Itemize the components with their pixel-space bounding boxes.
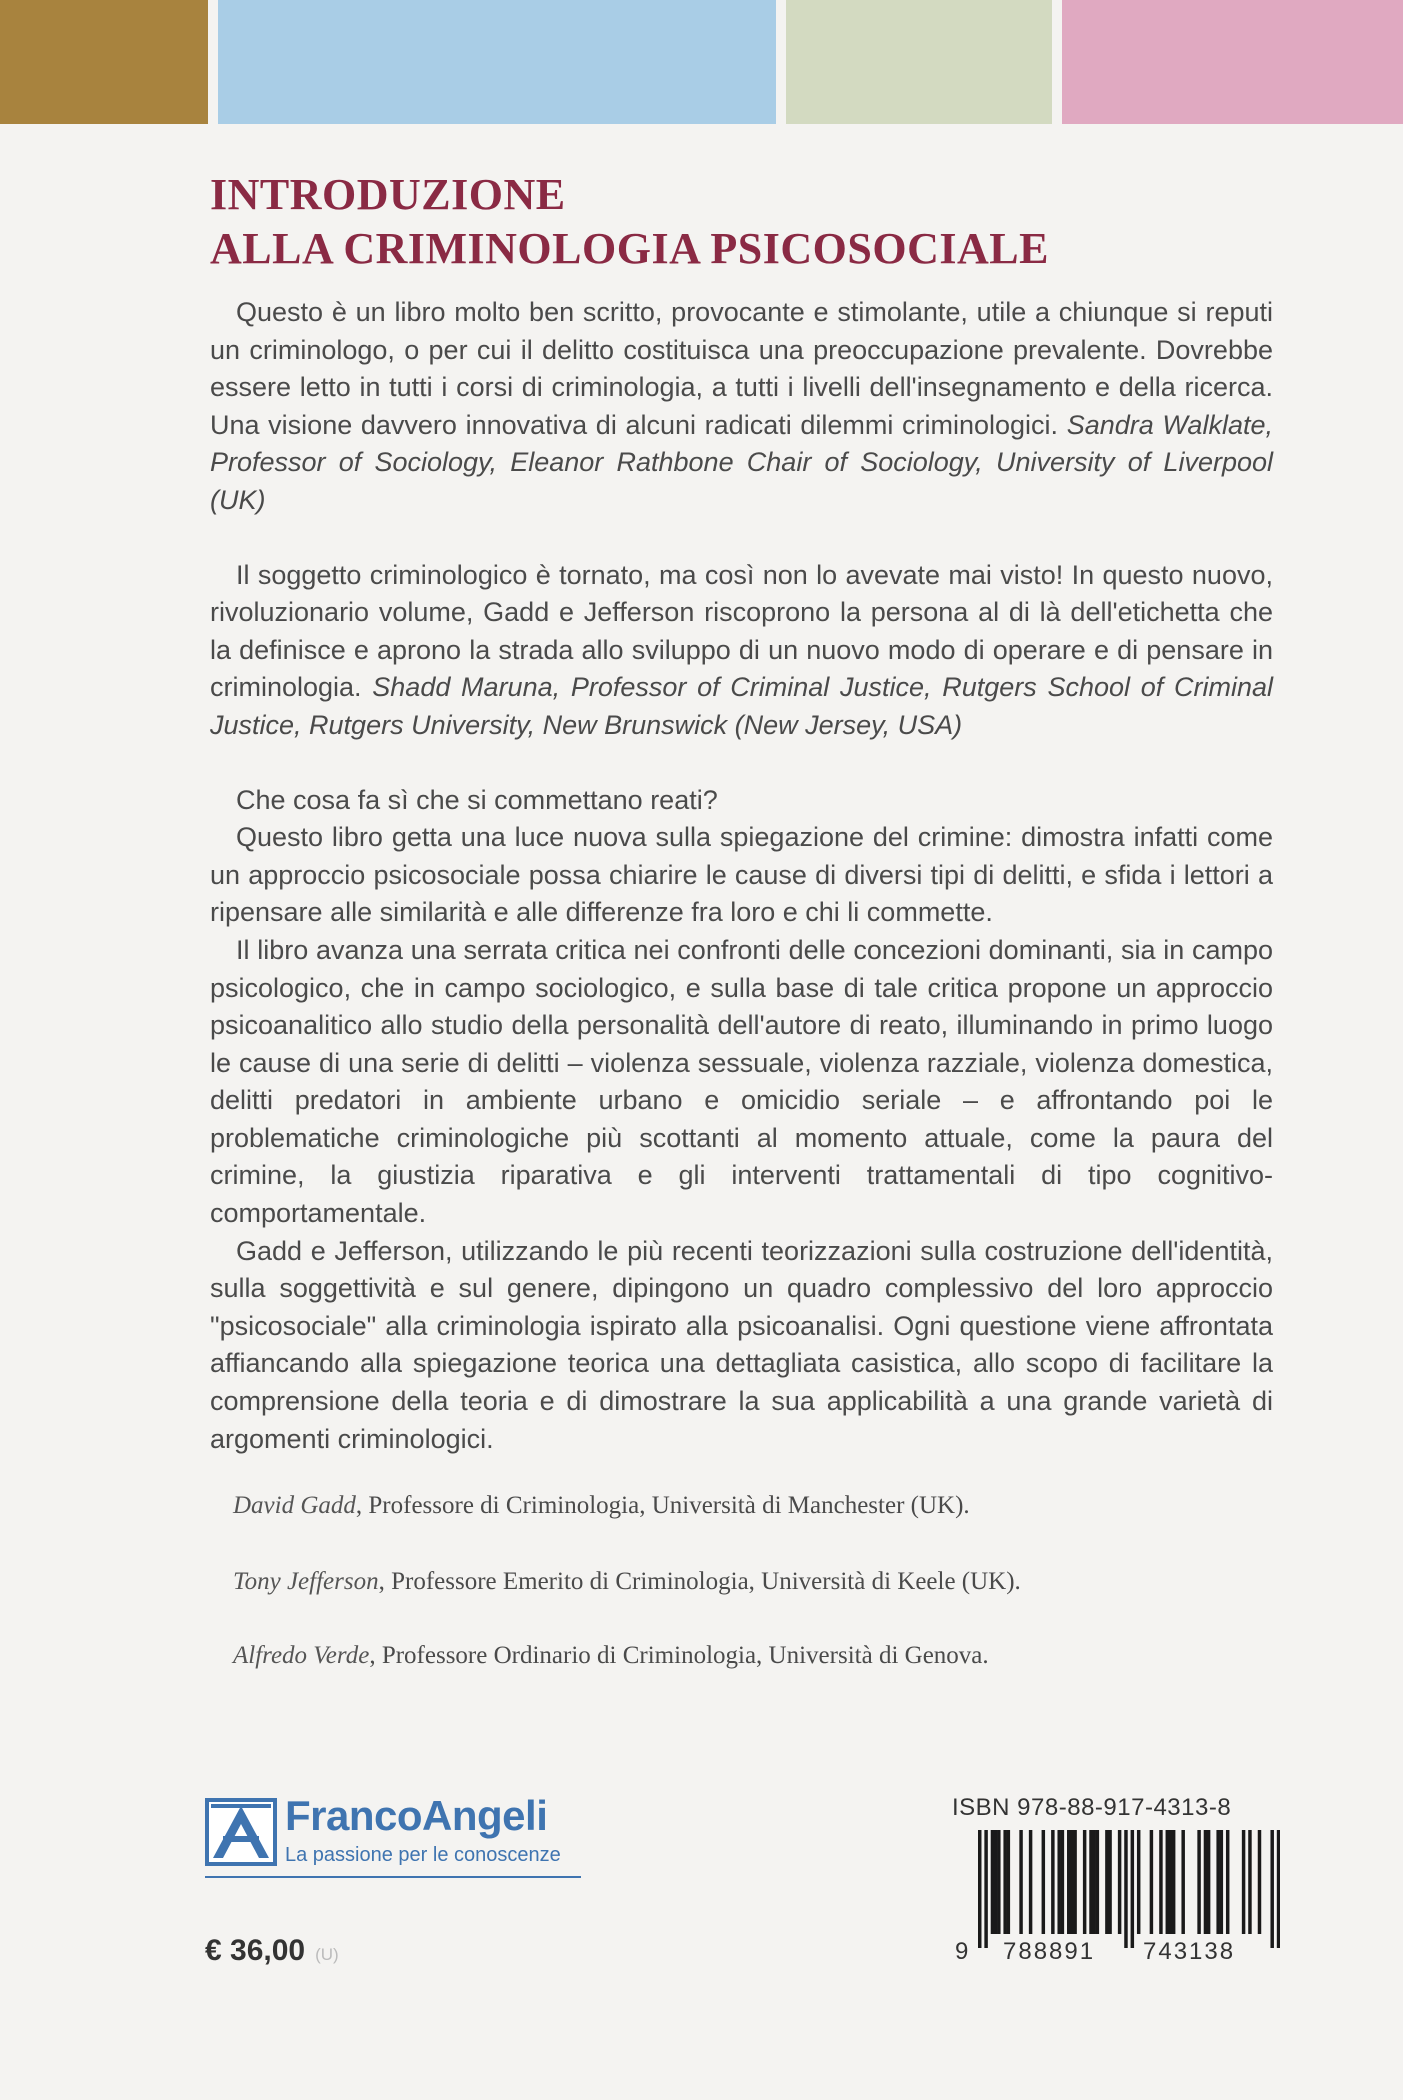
barcode-bar <box>1242 1830 1245 1934</box>
barcode-bar <box>997 1830 1000 1934</box>
barcode-bar <box>984 1830 987 1948</box>
review-2-text: Il soggetto criminologico è tornato, ma così non lo avevate mai visto! In questo nuovo, rivoluzionario volume, Gadd e Jefferson riscoprono la persona al di là dell'etichetta che la definisce e aprono la strada allo sviluppo di un nuovo modo di operare e di pensare in criminologia. <box>210 559 1273 703</box>
barcode-bar <box>1204 1830 1207 1934</box>
barcode-bar <box>1118 1830 1121 1934</box>
publisher-underline <box>205 1876 581 1878</box>
barcode-bar <box>1083 1830 1086 1934</box>
barcode-bar <box>1248 1830 1251 1934</box>
description-paragraph-2: Il libro avanza una serrata critica nei confronti delle concezioni dominanti, sia in campo psicologico, che in campo sociologico, e sulla base di tale critica propone un approccio psicoanalitico allo studio della personalità dell'autore di reato, illuminando in primo luogo le cause di una serie di delitti – violenza sessuale, violenza razziale, violenza domestica, delitti predatori in ambiente urbano e omicidio seriale – e affrontando poi le problematiche criminologiche più scottanti al momento attuale, come la paura del crimine, la giustizia riparativa e gli interventi trattamentali di tipo cognitivo-comportamentale. <box>210 934 1273 1229</box>
barcode-bar <box>1131 1830 1134 1948</box>
barcode-digit-first: 9 <box>955 1938 969 1965</box>
barcode-bar <box>1258 1830 1261 1934</box>
barcode-bar <box>1181 1830 1184 1934</box>
back-cover-text <box>210 294 1273 1458</box>
review-1-source: Sandra Walklate, Professor of Sociology, Eleanor Rathbone Chair of Sociology, University of Liverpool (UK) <box>210 409 1273 515</box>
description-question: Che cosa fa sì che si commettano reati? <box>236 784 718 815</box>
author-name: David Gadd <box>233 1492 356 1519</box>
barcode-bar <box>1220 1830 1223 1934</box>
barcode-bar <box>1089 1830 1092 1934</box>
review-1 <box>210 294 1273 520</box>
barcode-bar <box>1092 1830 1095 1934</box>
title-line-1: INTRODUZIONE <box>210 170 566 219</box>
isbn-label: ISBN 978-88-917-4313-8 <box>952 1794 1232 1821</box>
barcode-bar <box>1057 1830 1060 1934</box>
barcode-bar <box>1108 1830 1111 1934</box>
barcode-bar <box>994 1830 997 1934</box>
barcode-bar <box>1137 1830 1140 1934</box>
barcode-bar <box>1105 1830 1108 1934</box>
barcode-bar <box>1003 1830 1006 1934</box>
barcode-bar <box>1051 1830 1054 1934</box>
barcode-bar <box>1070 1830 1073 1934</box>
barcode-bar <box>1216 1830 1219 1934</box>
barcode-bar <box>1159 1830 1162 1934</box>
description-paragraph-3: Gadd e Jefferson, utilizzando le più recenti teorizzazioni sulla costruzione dell'identità, sulla soggettività e sul genere, dipingono un quadro complessivo del loro approccio "psicosociale" alla criminologia ispirato alla psicoanalisi. Ogni questione viene affrontata affiancando alla spiegazione teorica una dettagliata casistica, allo scopo di facilitare la comprensione della teoria e di dimostrare la sua applicabilità a una grande varietà di argomenti criminologici. <box>210 1235 1273 1454</box>
color-band-ochre <box>0 0 208 124</box>
publisher-logo <box>205 1792 581 1886</box>
barcode-bar <box>1207 1830 1210 1934</box>
barcode-bar <box>1061 1830 1064 1934</box>
review-2 <box>210 557 1273 745</box>
price <box>205 1934 339 1968</box>
barcode-bar <box>1029 1830 1032 1934</box>
review-2-source: Shadd Maruna, Professor of Criminal Justice, Rutgers School of Criminal Justice, Rutgers University, New Brunswick (New Jersey, USA) <box>210 672 1273 740</box>
barcode-bar <box>1019 1830 1022 1934</box>
author-entry <box>233 1568 1021 1596</box>
barcode-bar <box>1124 1830 1127 1948</box>
barcode-bar <box>1270 1830 1273 1948</box>
publisher-logo-icon <box>205 1798 277 1866</box>
barcode <box>978 1830 1280 1948</box>
barcode-bar <box>1169 1830 1172 1934</box>
author-role: , Professore Ordinario di Criminologia, Università di Genova. <box>369 1642 989 1669</box>
barcode-bar <box>1226 1830 1229 1934</box>
barcode-bar <box>1067 1830 1070 1934</box>
author-name: Alfredo Verde <box>233 1642 370 1669</box>
barcode-bar <box>991 1830 994 1934</box>
author-name: Tony Jefferson <box>233 1568 379 1595</box>
publisher-tagline: La passione per le conoscenze <box>285 1844 561 1866</box>
author-role: , Professore di Criminologia, Università di Manchester (UK). <box>355 1492 970 1519</box>
barcode-bar <box>978 1830 981 1948</box>
barcode-digits-left: 788891 <box>1003 1938 1096 1965</box>
author-entry <box>233 1642 989 1670</box>
publisher-name: FrancoAngeli <box>285 1792 548 1839</box>
barcode-bar <box>1007 1830 1010 1934</box>
barcode-bar <box>1042 1830 1045 1934</box>
color-band-blue <box>218 0 776 124</box>
color-band-green <box>786 0 1052 124</box>
author-role: , Professore Emerito di Criminologia, Università di Keele (UK). <box>378 1568 1021 1595</box>
book-title <box>210 168 1049 276</box>
barcode-bar <box>1096 1830 1099 1934</box>
title-line-2: ALLA CRIMINOLOGIA PSICOSOCIALE <box>210 224 1049 273</box>
review-1-text: Questo è un libro molto ben scritto, provocante e stimolante, utile a chiunque si reputi un criminologo, o per cui il delitto costituisca una preoccupazione prevalente. Dovrebbe essere letto in tutti i corsi di criminologia, a tutti i livelli dell'insegnamento e della ricerca. Una visione davvero innovativa di alcuni radicati dilemmi criminologici. <box>210 297 1273 440</box>
barcode-bar <box>1197 1830 1200 1934</box>
barcode-bar <box>1150 1830 1153 1934</box>
barcode-digits-right: 743138 <box>1143 1938 1236 1965</box>
author-entry <box>233 1492 970 1520</box>
price-code: (U) <box>315 1945 339 1964</box>
barcode-bar <box>1172 1830 1175 1934</box>
color-band-pink <box>1062 0 1403 124</box>
barcode-bar <box>1277 1830 1280 1948</box>
price-amount: € 36,00 <box>205 1934 306 1967</box>
description-paragraph-1: Questo libro getta una luce nuova sulla spiegazione del crimine: dimostra infatti come un approccio psicosociale possa chiarire le cause di diversi tipi di delitti, e sfida i lettori a ripensare alle similarità e alle differenze fra loro e chi li commette. <box>210 822 1273 928</box>
barcode-bar <box>1073 1830 1076 1934</box>
barcode-bar <box>1166 1830 1169 1934</box>
